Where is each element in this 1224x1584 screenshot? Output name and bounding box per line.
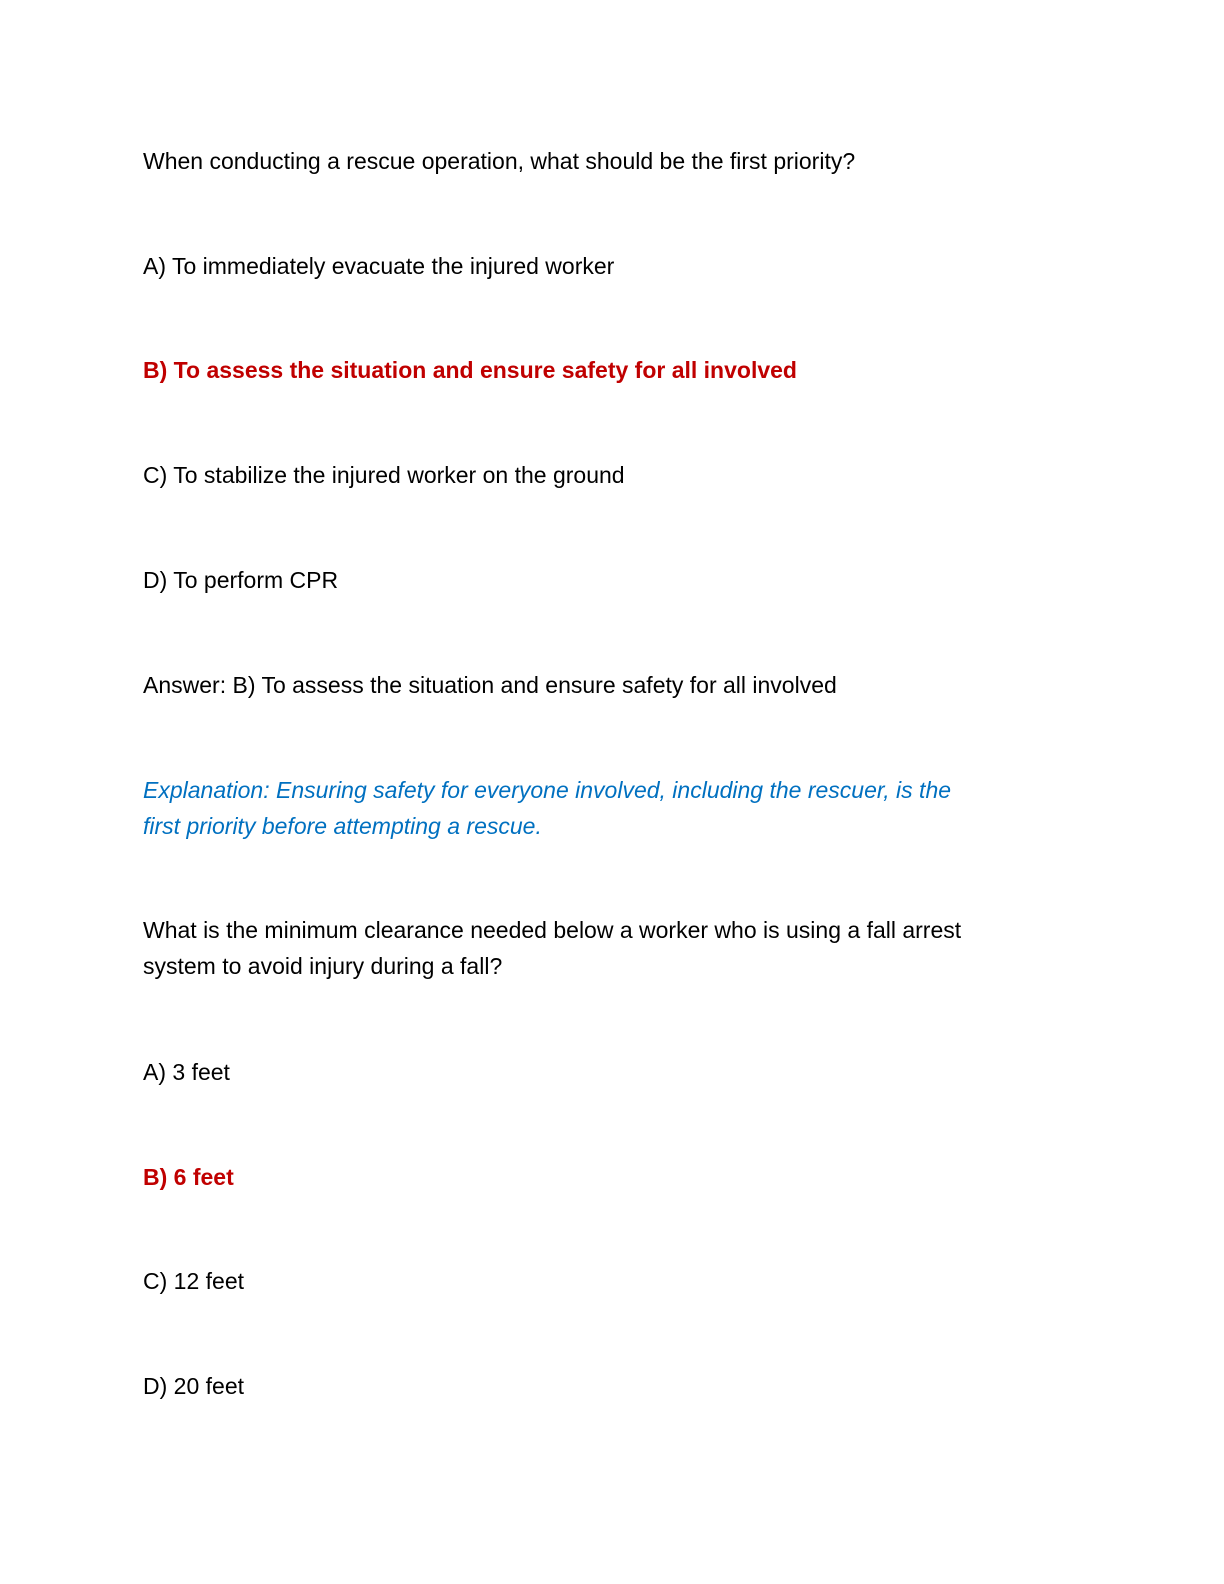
question-1-explanation-line-1: Explanation: Ensuring safety for everyone involved, including the rescuer, is the xyxy=(143,777,952,803)
question-2-text-line-1: What is the minimum clearance needed below a worker who is using a fall arrest xyxy=(143,917,962,943)
question-1-option-a: A) To immediately evacuate the injured worker xyxy=(143,253,615,279)
question-1-answer xyxy=(143,667,1083,703)
question-2-text-line-2: system to avoid injury during a fall? xyxy=(143,953,503,979)
question-2-option-d: D) 20 feet xyxy=(143,1373,244,1399)
question-2-option-b-correct: B) 6 feet xyxy=(143,1164,234,1190)
question-2-option-a: A) 3 feet xyxy=(143,1059,230,1085)
question-1-text: When conducting a rescue operation, what should be the first priority? xyxy=(143,148,856,174)
question-1-option-c: C) To stabilize the injured worker on the ground xyxy=(143,462,625,488)
question-1-explanation-line-2: first priority before attempting a rescue. xyxy=(143,813,542,839)
answer-label: Answer: xyxy=(143,672,233,698)
answer-value: B) To assess the situation and ensure safety for all involved xyxy=(232,672,837,698)
question-1-option-b-correct: B) To assess the situation and ensure safety for all involved xyxy=(143,357,797,383)
question-2-option-c: C) 12 feet xyxy=(143,1268,244,1294)
question-1-option-d: D) To perform CPR xyxy=(143,567,339,593)
